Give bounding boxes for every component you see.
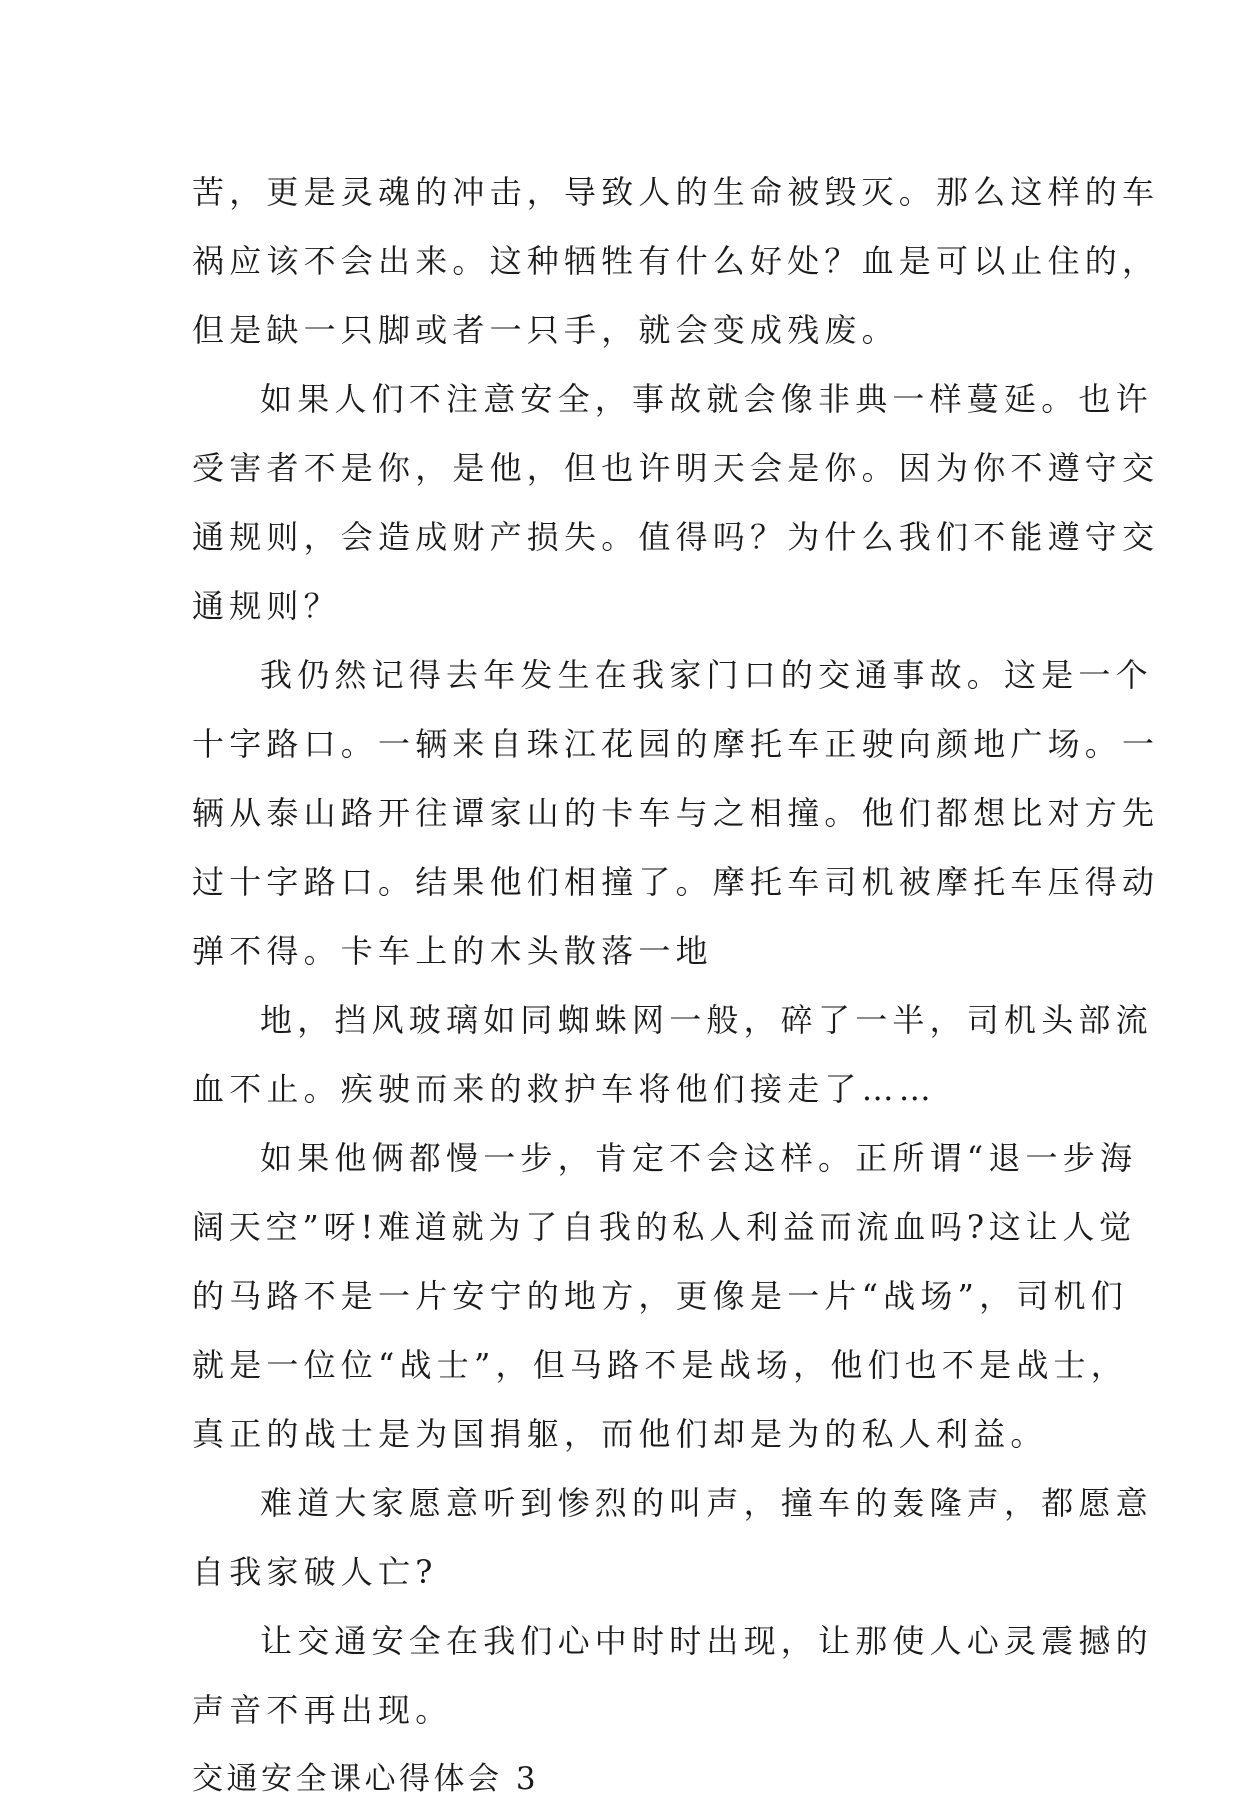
paragraph-first-line: 如果他俩都慢一步，肯定不会这样。正所谓“退一步海 — [260, 1139, 1138, 1177]
text-line: 祸应该不会出来。这种牺牲有什么好处？血是可以止住的， — [192, 242, 1160, 280]
text-line: 就是一位位“战士”，但马路不是战场，他们也不是战士， — [192, 1346, 1128, 1384]
text-line: 但是缺一只脚或者一只手，就会变成残废。 — [192, 311, 899, 349]
text-line: 阔天空”呀!难道就为了自我的私人利益而流血吗?这让人觉 — [192, 1208, 1136, 1246]
text-line: 十字路口。一辆来自珠江花园的摩托车正驶向颜地广场。一 — [192, 725, 1160, 763]
paragraph-first-line: 我仍然记得去年发生在我家门口的交通事故。这是一个 — [260, 656, 1153, 694]
text-line: 苦，更是灵魂的冲击，导致人的生命被毁灭。那么这样的车 — [192, 173, 1160, 211]
text-line: 自我家破人亡? — [192, 1553, 438, 1591]
text-line: 的马路不是一片安宁的地方，更像是一片“战场”，司机们 — [192, 1277, 1128, 1315]
paragraph-first-line: 难道大家愿意听到惨烈的叫声，撞车的轰隆声，都愿意 — [260, 1484, 1153, 1522]
text-line: 通规则，会造成财产损失。值得吗？为什么我们不能遵守交 — [192, 518, 1160, 556]
text-line: 声音不再出现。 — [192, 1691, 453, 1729]
text-line: 通规则？ — [192, 587, 341, 625]
document-body — [192, 158, 1160, 1814]
text-line: 受害者不是你，是他，但也许明天会是你。因为你不遵守交 — [192, 449, 1160, 487]
paragraph-first-line: 地，挡风玻璃如同蜘蛛网一般，碎了一半，司机头部流 — [260, 1001, 1153, 1039]
text-line: 血不止。疾驶而来的救护车将他们接走了…… — [192, 1070, 937, 1108]
text-line: 辆从泰山路开往谭家山的卡车与之相撞。他们都想比对方先 — [192, 794, 1160, 832]
text-line: 过十字路口。结果他们相撞了。摩托车司机被摩托车压得动 — [192, 863, 1160, 901]
section-title: 交通安全课心得体会 3 — [192, 1761, 540, 1797]
text-line: 弹不得。卡车上的木头散落一地 — [192, 932, 713, 970]
paragraph-first-line: 如果人们不注意安全，事故就会像非典一样蔓延。也许 — [260, 380, 1153, 418]
text-line: 真正的战士是为国捐躯，而他们却是为的私人利益。 — [192, 1415, 1048, 1453]
paragraph-first-line: 让交通安全在我们心中时时出现，让那使人心灵震撼的 — [260, 1622, 1153, 1660]
